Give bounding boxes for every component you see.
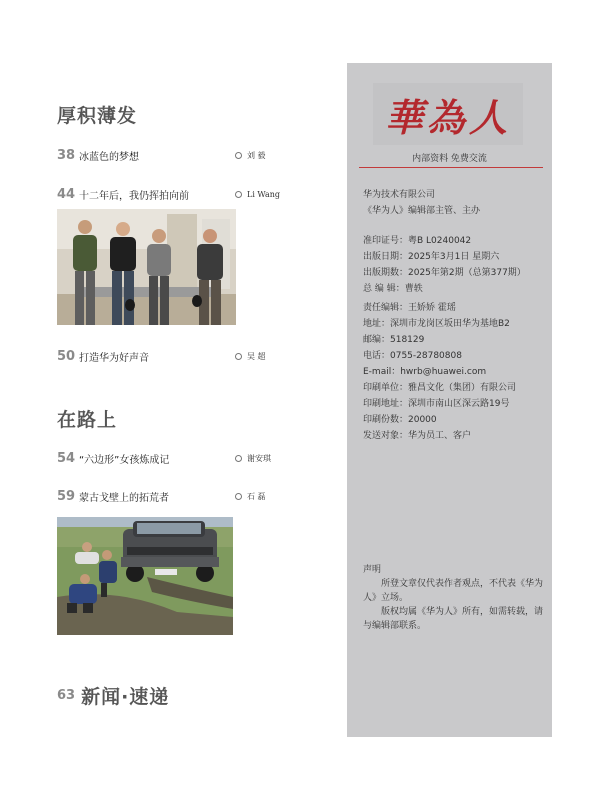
circle-icon	[235, 493, 242, 500]
divider	[359, 167, 543, 168]
page-number: 44	[57, 186, 76, 202]
phone: 电话：0755-28780808	[363, 351, 462, 361]
toc-entry-59[interactable]	[57, 487, 277, 505]
article-title: 打造华为好声音	[79, 352, 149, 364]
page-number: 59	[57, 488, 76, 504]
toc-entry-50[interactable]	[57, 347, 277, 365]
editors: 责任编辑：王娇娇 霍瑶	[363, 303, 456, 313]
address: 地址：深圳市龙岗区坂田华为基地B2	[363, 319, 510, 329]
author-name: 刘 毅	[247, 150, 266, 160]
tagline: 内部资料 免费交流	[412, 154, 487, 164]
toc-entry-54[interactable]	[57, 449, 277, 467]
print-run: 印刷份数：20000	[363, 415, 437, 425]
author-name: 石 磊	[247, 491, 266, 501]
pub-date: 出版日期：2025年3月1日 星期六	[363, 252, 500, 262]
page-number: 63	[57, 688, 76, 703]
circle-icon	[235, 152, 242, 159]
page-number: 50	[57, 348, 76, 364]
logo	[373, 83, 523, 145]
chief-editor: 总 编 辑：曹轶	[363, 284, 423, 294]
author	[235, 351, 266, 362]
notice-paragraph-1: 所登文章仅代表作者观点，不代表《华为人》立场。	[363, 579, 544, 603]
author	[235, 453, 271, 464]
masthead-sidebar	[347, 63, 552, 737]
email[interactable]: E-mail：hwrb@huawei.com	[363, 367, 487, 377]
postcode: 邮编：518129	[363, 335, 425, 345]
audience: 发送对象：华为员工、客户	[363, 431, 472, 441]
author	[235, 491, 266, 502]
section-title-2: 在路上	[57, 409, 118, 431]
article-title: 蒙古戈壁上的拓荒者	[79, 492, 169, 504]
section-title-3: 新闻·速递	[81, 686, 170, 708]
article-title: “六边形”女孩炼成记	[79, 454, 170, 466]
issue-no: 出版期数：2025年第2期（总第377期）	[363, 268, 526, 278]
page-number: 54	[57, 450, 76, 466]
author-name: 吴 超	[247, 351, 266, 361]
circle-icon	[235, 353, 242, 360]
logo-text: 華為人	[384, 94, 511, 140]
toc-entry-44[interactable]	[57, 185, 280, 203]
permit-no: 准印证号：粤B L0240042	[363, 236, 472, 246]
author-name: Li Wang	[247, 189, 280, 199]
notice-title: 声明	[363, 565, 382, 575]
page-number: 38	[57, 147, 76, 163]
toc-entry-63[interactable]	[57, 682, 169, 709]
author	[235, 150, 266, 161]
circle-icon	[235, 191, 242, 198]
printer-address: 印刷地址：深圳市南山区深云路19号	[363, 399, 510, 409]
publisher-dept: 《华为人》编辑部主管、主办	[363, 206, 481, 216]
photo-suv-field	[57, 517, 233, 635]
article-title: 十二年后，我仍挥拍向前	[79, 190, 189, 202]
author	[235, 190, 280, 199]
circle-icon	[235, 455, 242, 462]
photo-team	[57, 209, 236, 325]
section-title-1: 厚积薄发	[57, 105, 138, 127]
article-title: 冰蓝色的梦想	[79, 151, 139, 163]
notice-paragraph-2: 版权均属《华为人》所有，如需转载，请与编辑部联系。	[363, 607, 544, 631]
author-name: 谢安琪	[247, 453, 271, 463]
publisher: 华为技术有限公司	[363, 190, 436, 200]
notice	[363, 563, 543, 633]
printer: 印刷单位：雅昌文化（集团）有限公司	[363, 383, 517, 393]
toc-entry-38[interactable]	[57, 146, 277, 164]
